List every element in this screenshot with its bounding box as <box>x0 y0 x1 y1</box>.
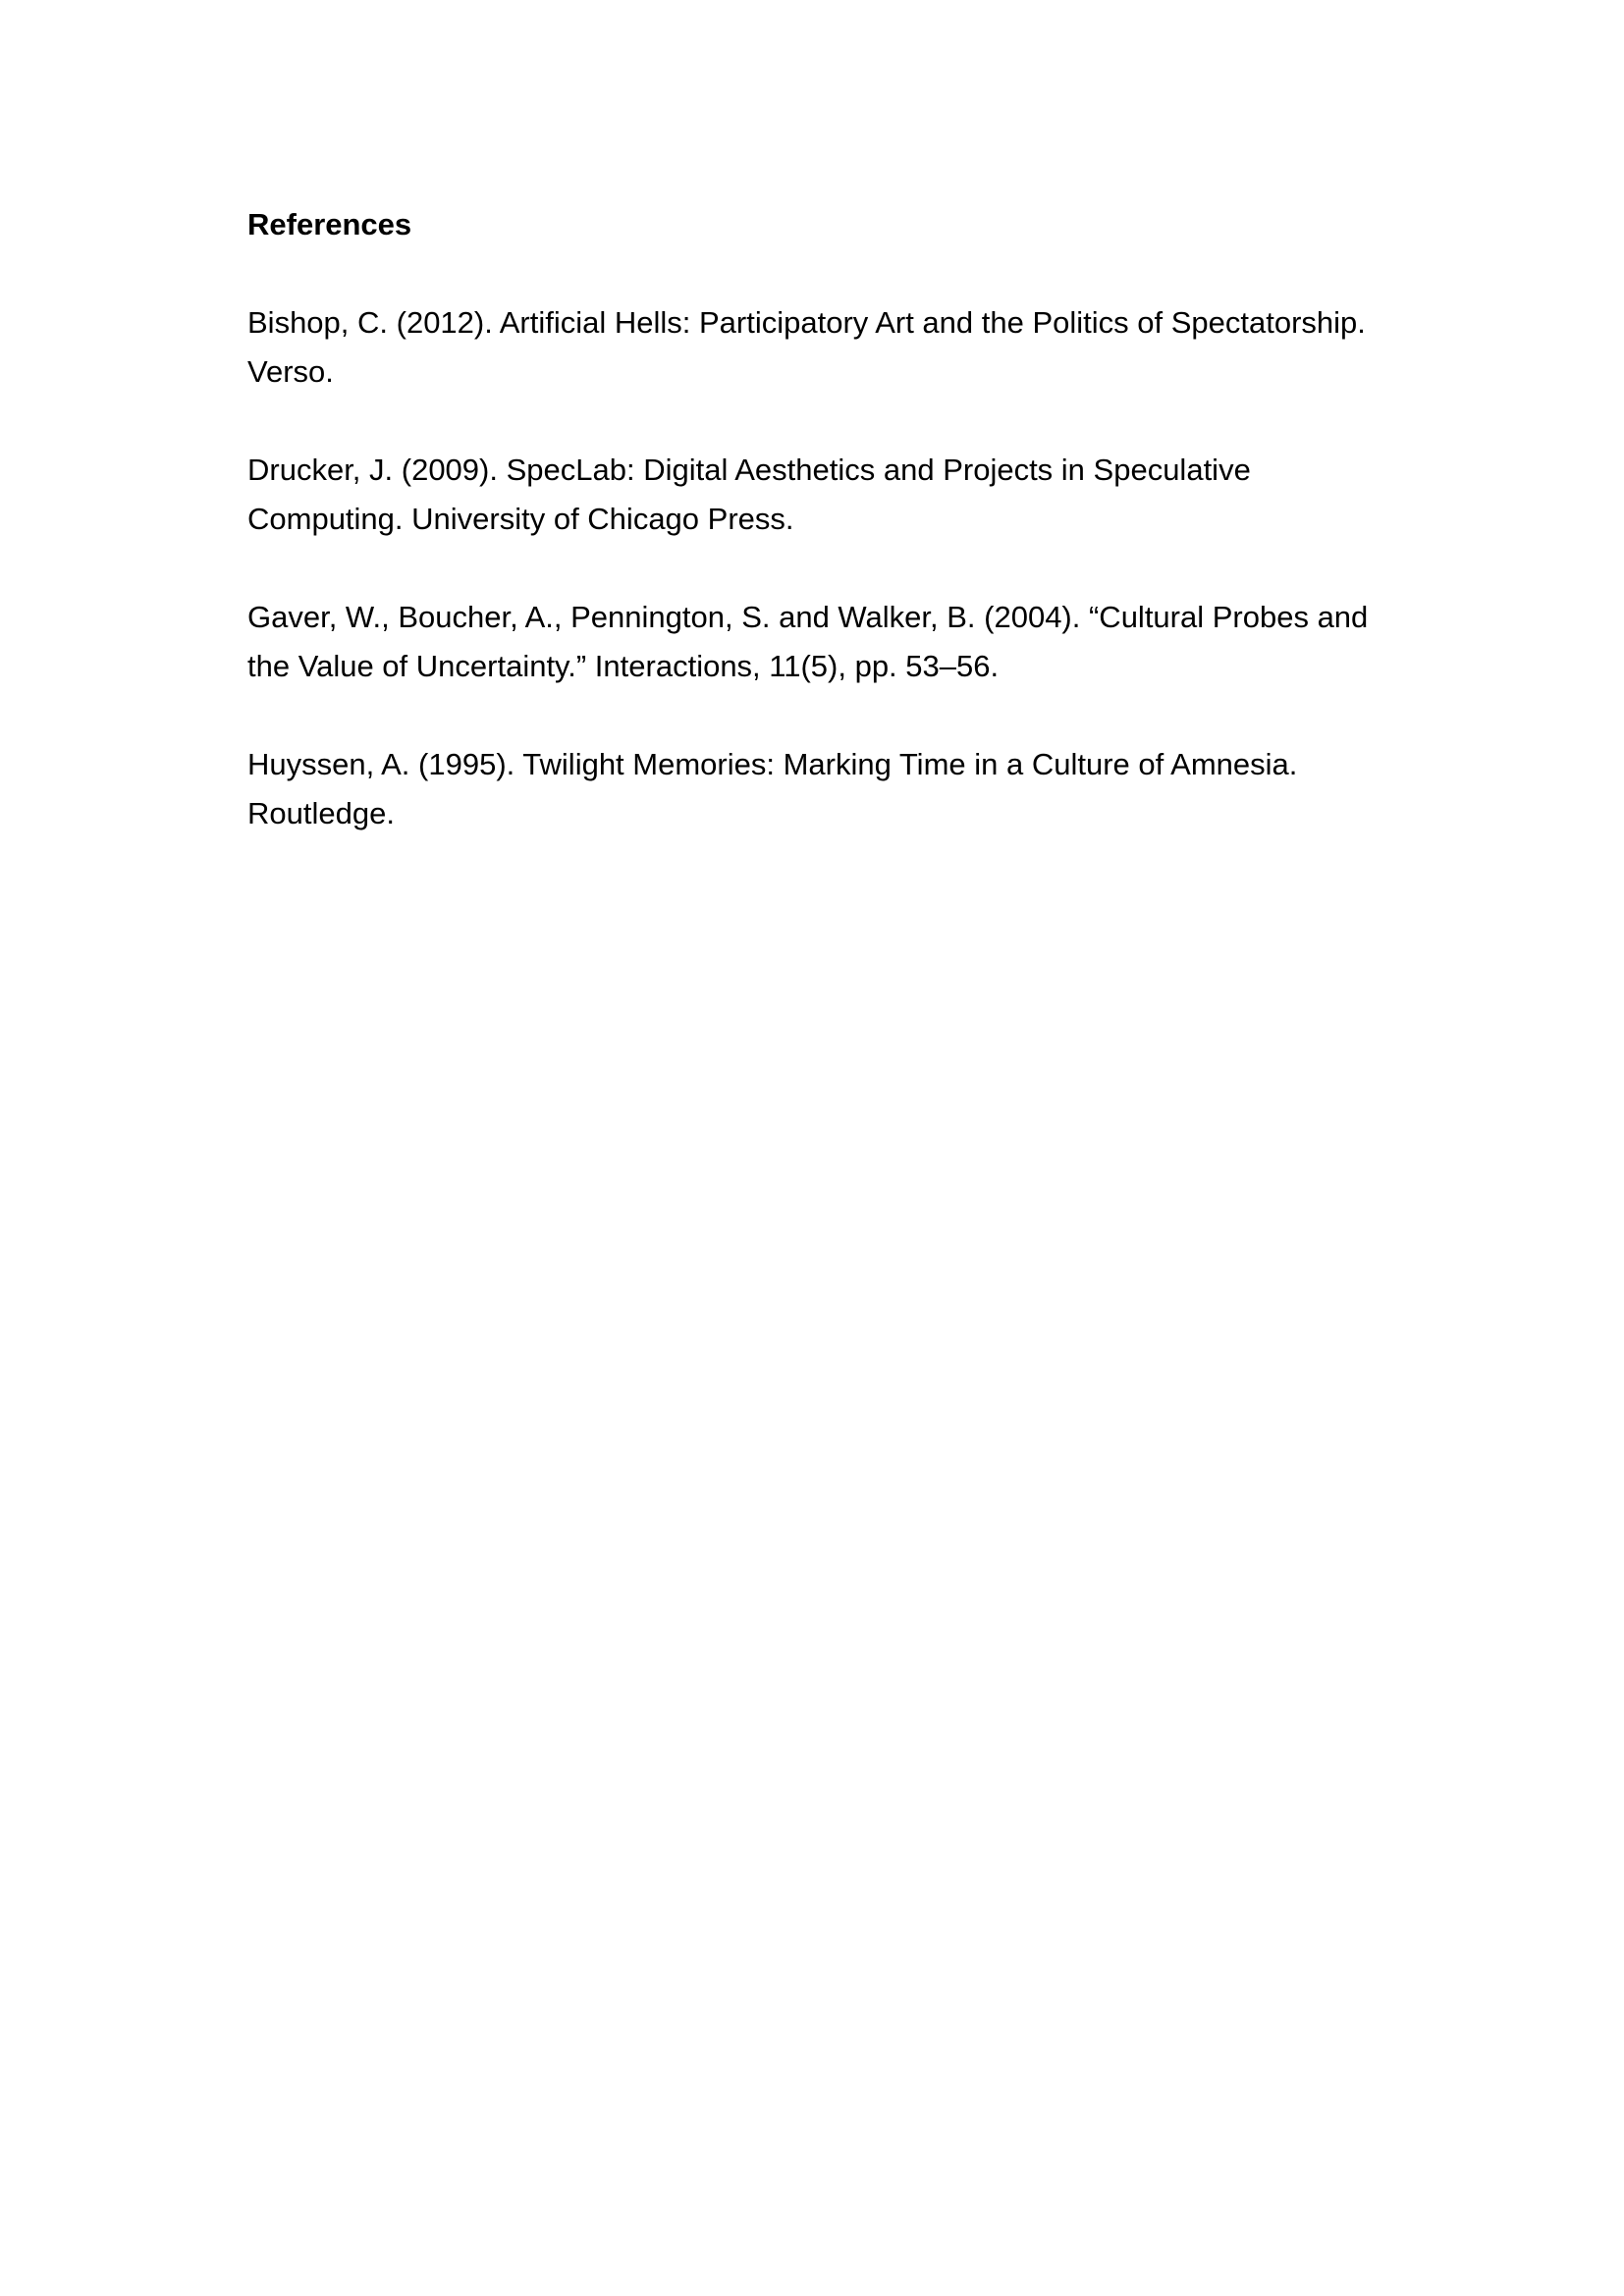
page-content <box>247 200 1386 887</box>
reference-entry-huyssen <box>247 740 1386 838</box>
reference-entry-drucker <box>247 446 1386 544</box>
reference-line: Routledge. <box>247 796 395 830</box>
reference-entry-bishop <box>247 298 1386 397</box>
reference-line: Drucker, J. (2009). SpecLab: Digital Aesthetics and Projects in Speculative <box>247 453 1251 487</box>
references-heading: References <box>247 207 412 241</box>
reference-line: the Value of Uncertainty.” Interactions, 11(5), pp. 53–56. <box>247 649 1000 683</box>
reference-line: Gaver, W., Boucher, A., Pennington, S. and Walker, B. (2004). “Cultural Probes and <box>247 600 1369 634</box>
reference-line: Bishop, C. (2012). Artificial Hells: Participatory Art and the Politics of Spectatorship. <box>247 305 1366 340</box>
reference-line: Huyssen, A. (1995). Twilight Memories: Marking Time in a Culture of Amnesia. <box>247 747 1298 781</box>
reference-line: Verso. <box>247 354 334 389</box>
reference-line: Computing. University of Chicago Press. <box>247 502 794 536</box>
reference-entry-gaver <box>247 593 1386 691</box>
